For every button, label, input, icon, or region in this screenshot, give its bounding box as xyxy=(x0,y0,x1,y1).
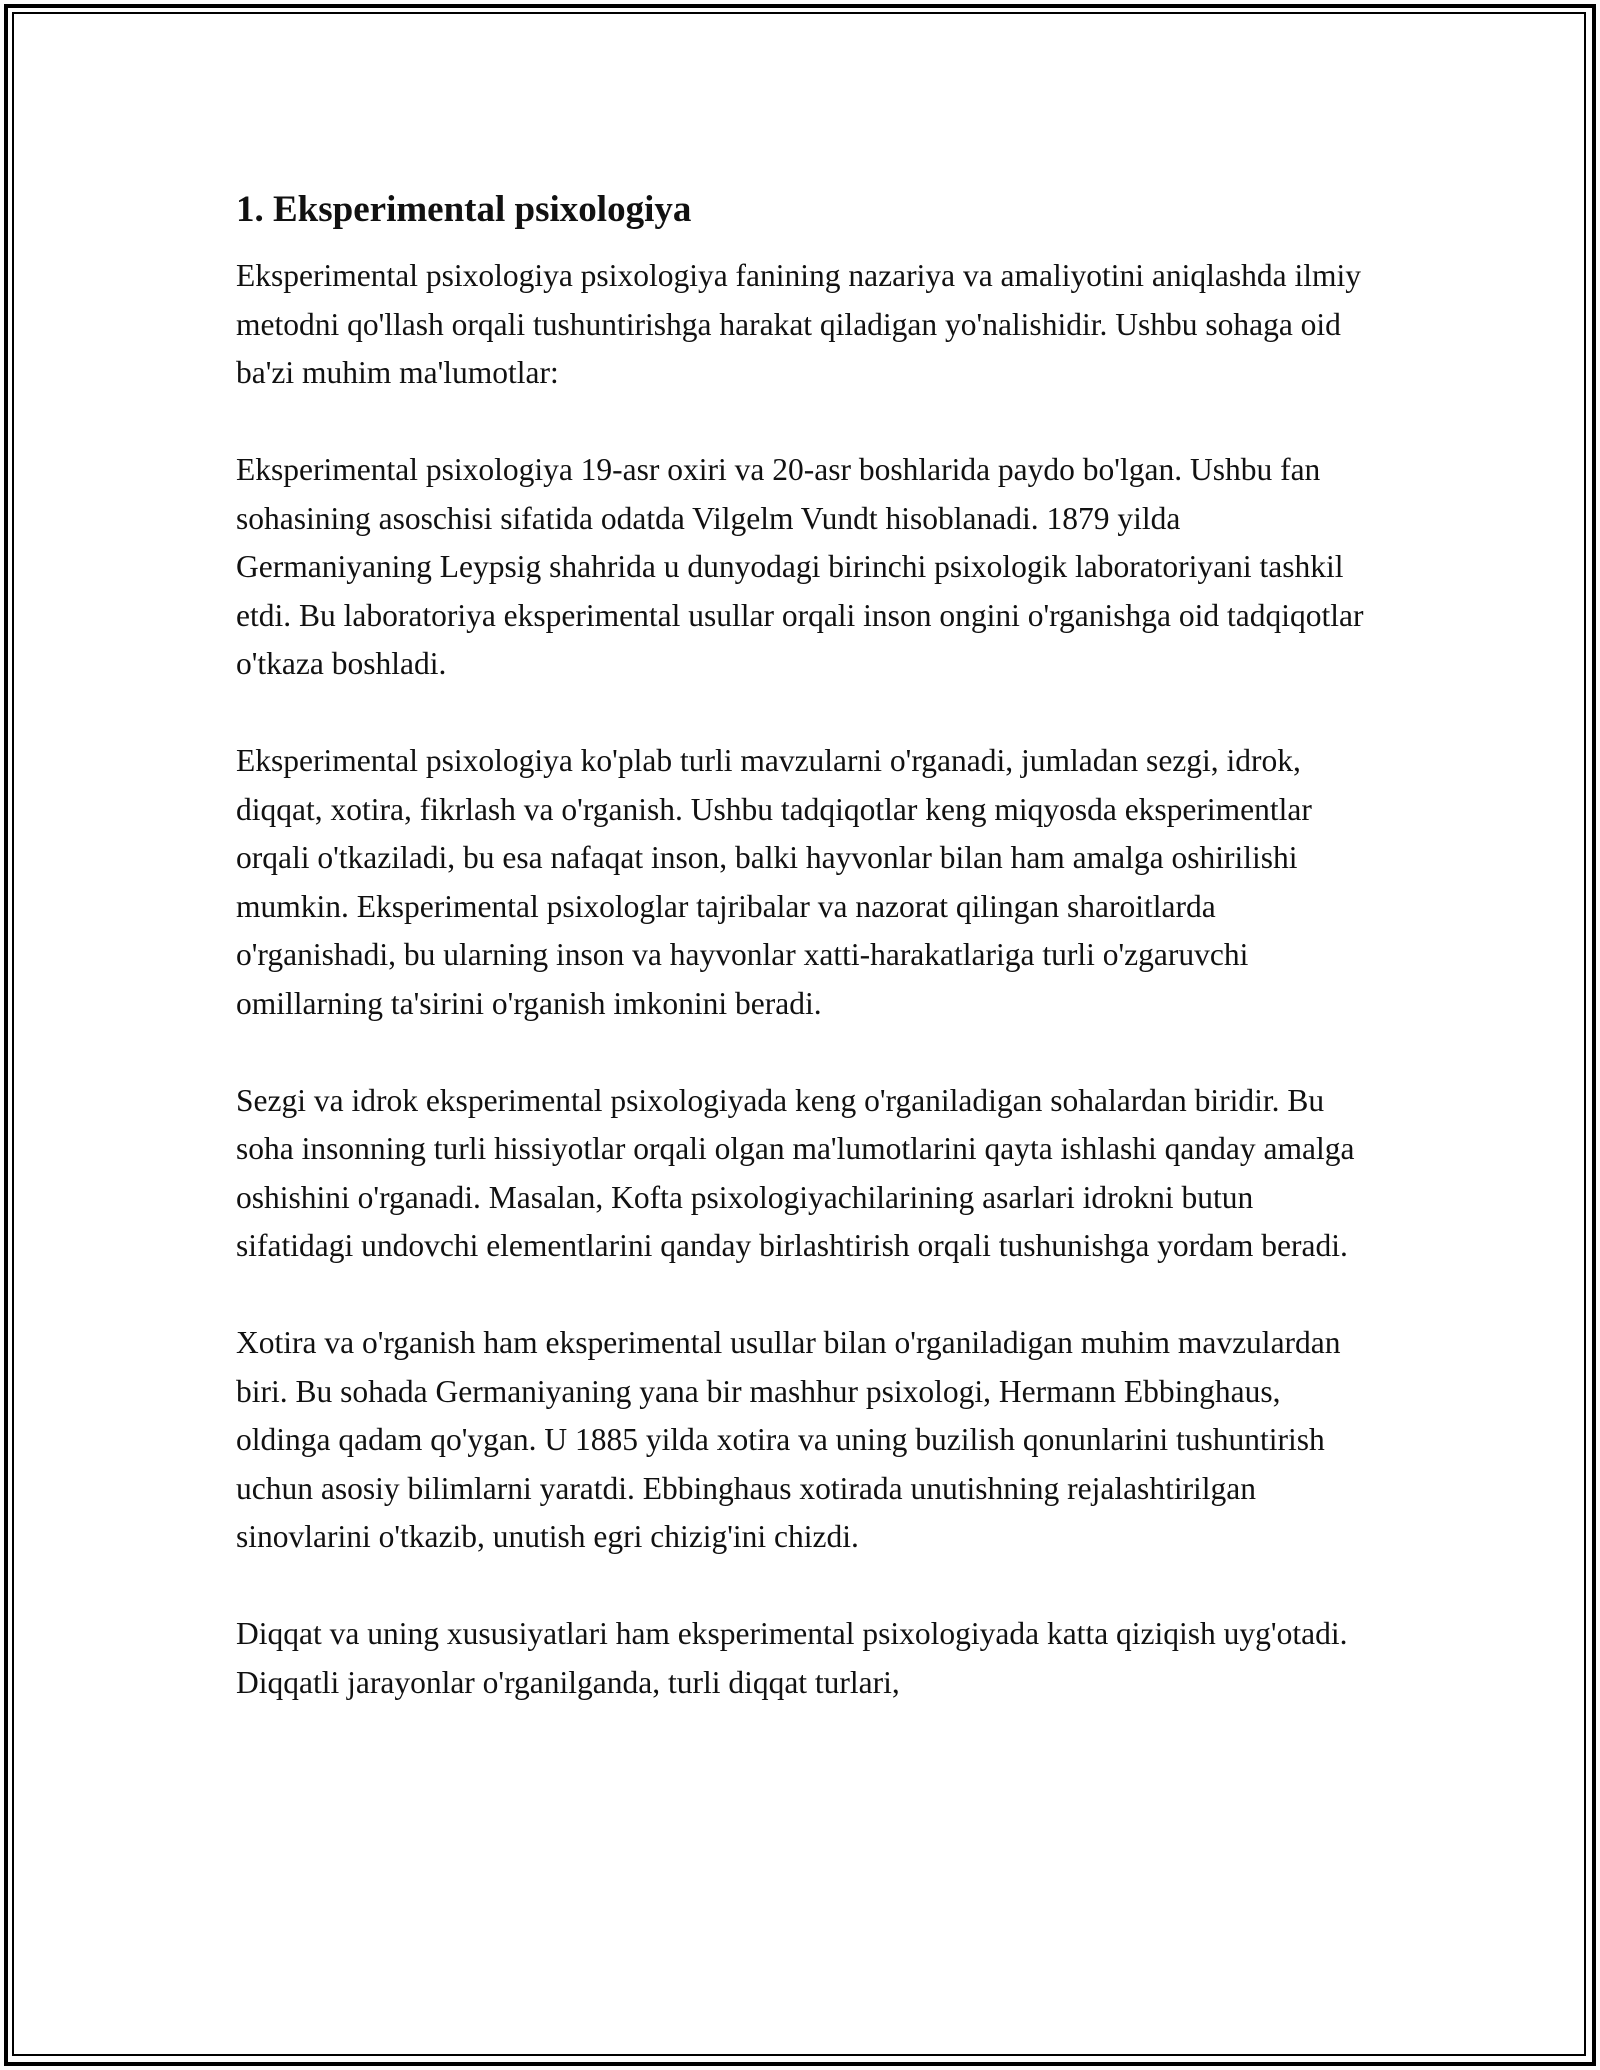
paragraph-intro: Eksperimental psixologiya psixologiya fanining nazariya va amaliyotini aniqlashda ilmiy metodni qo'llash orqali tushuntirishga harakat qiladigan yo'nalishidir. Ushbu sohaga oid ba'zi muhim ma'lumotlar: xyxy=(236,258,1361,390)
section-heading: 1. Eksperimental psixologiya xyxy=(236,189,692,230)
paragraph-history: Eksperimental psixologiya 19-asr oxiri va 20-asr boshlarida paydo bo'lgan. Ushbu fan sohasining asoschisi sifatida odatda Vilgelm Vundt hisoblanadi. 1879 yilda Germaniyaning Leypsig shahrida u dunyodagi birinchi psixologik laboratoriyani tashkil etdi. Bu laboratoriya eksperimental usullar orqali inson ongini o'rganishga oid tadqiqotlar o'tkaza boshladi. xyxy=(236,452,1364,681)
paragraph-topics: Eksperimental psixologiya ko'plab turli mavzularni o'rganadi, jumladan sezgi, idrok, diqqat, xotira, fikrlash va o'rganish. Ushbu tadqiqotlar keng miqyosda eksperimentlar orqali o'tkaziladi, bu esa nafaqat inson, balki hayvonlar bilan ham amalga oshirilishi mumkin. Eksperimental psixologlar tajribalar va nazorat qilingan sharoitlarda o'rganishadi, bu ularning inson va hayvonlar xatti-harakatlariga turli o'zgaruvchi omillarning ta'sirini o'rganish imkonini beradi. xyxy=(236,743,1312,1021)
paragraph-perception: Sezgi va idrok eksperimental psixologiyada keng o'rganiladigan sohalardan biridir. Bu soha insonning turli hissiyotlar orqali olgan ma'lumotlarini qayta ishlashi qanday amalga oshishini o'rganadi. Masalan, Kofta psixologiyachilarining asarlari idrokni butun sifatidagi undovchi elementlarini qanday birlashtirish orqali tushunishga yordam beradi. xyxy=(236,1082,1355,1263)
document-body xyxy=(236,186,1376,1756)
paragraph-attention: Diqqat va uning xususiyatlari ham eksperimental psixologiyada katta qiziqish uyg'otadi. Diqqatli jarayonlar o'rganilganda, turli diqqat turlari, xyxy=(236,1616,1348,1700)
paragraph-memory: Xotira va o'rganish ham eksperimental usullar bilan o'rganiladigan muhim mavzulardan biri. Bu sohada Germaniyaning yana bir mashhur psixologi, Hermann Ebbinghaus, oldinga qadam qo'ygan. U 1885 yilda xotira va uning buzilish qonunlarini tushuntirish uchun asosiy bilimlarni yaratdi. Ebbinghaus xotirada unutishning rejalashtirilgan sinovlarini o'tkazib, unutish egri chizig'ini chizdi. xyxy=(236,1325,1341,1554)
